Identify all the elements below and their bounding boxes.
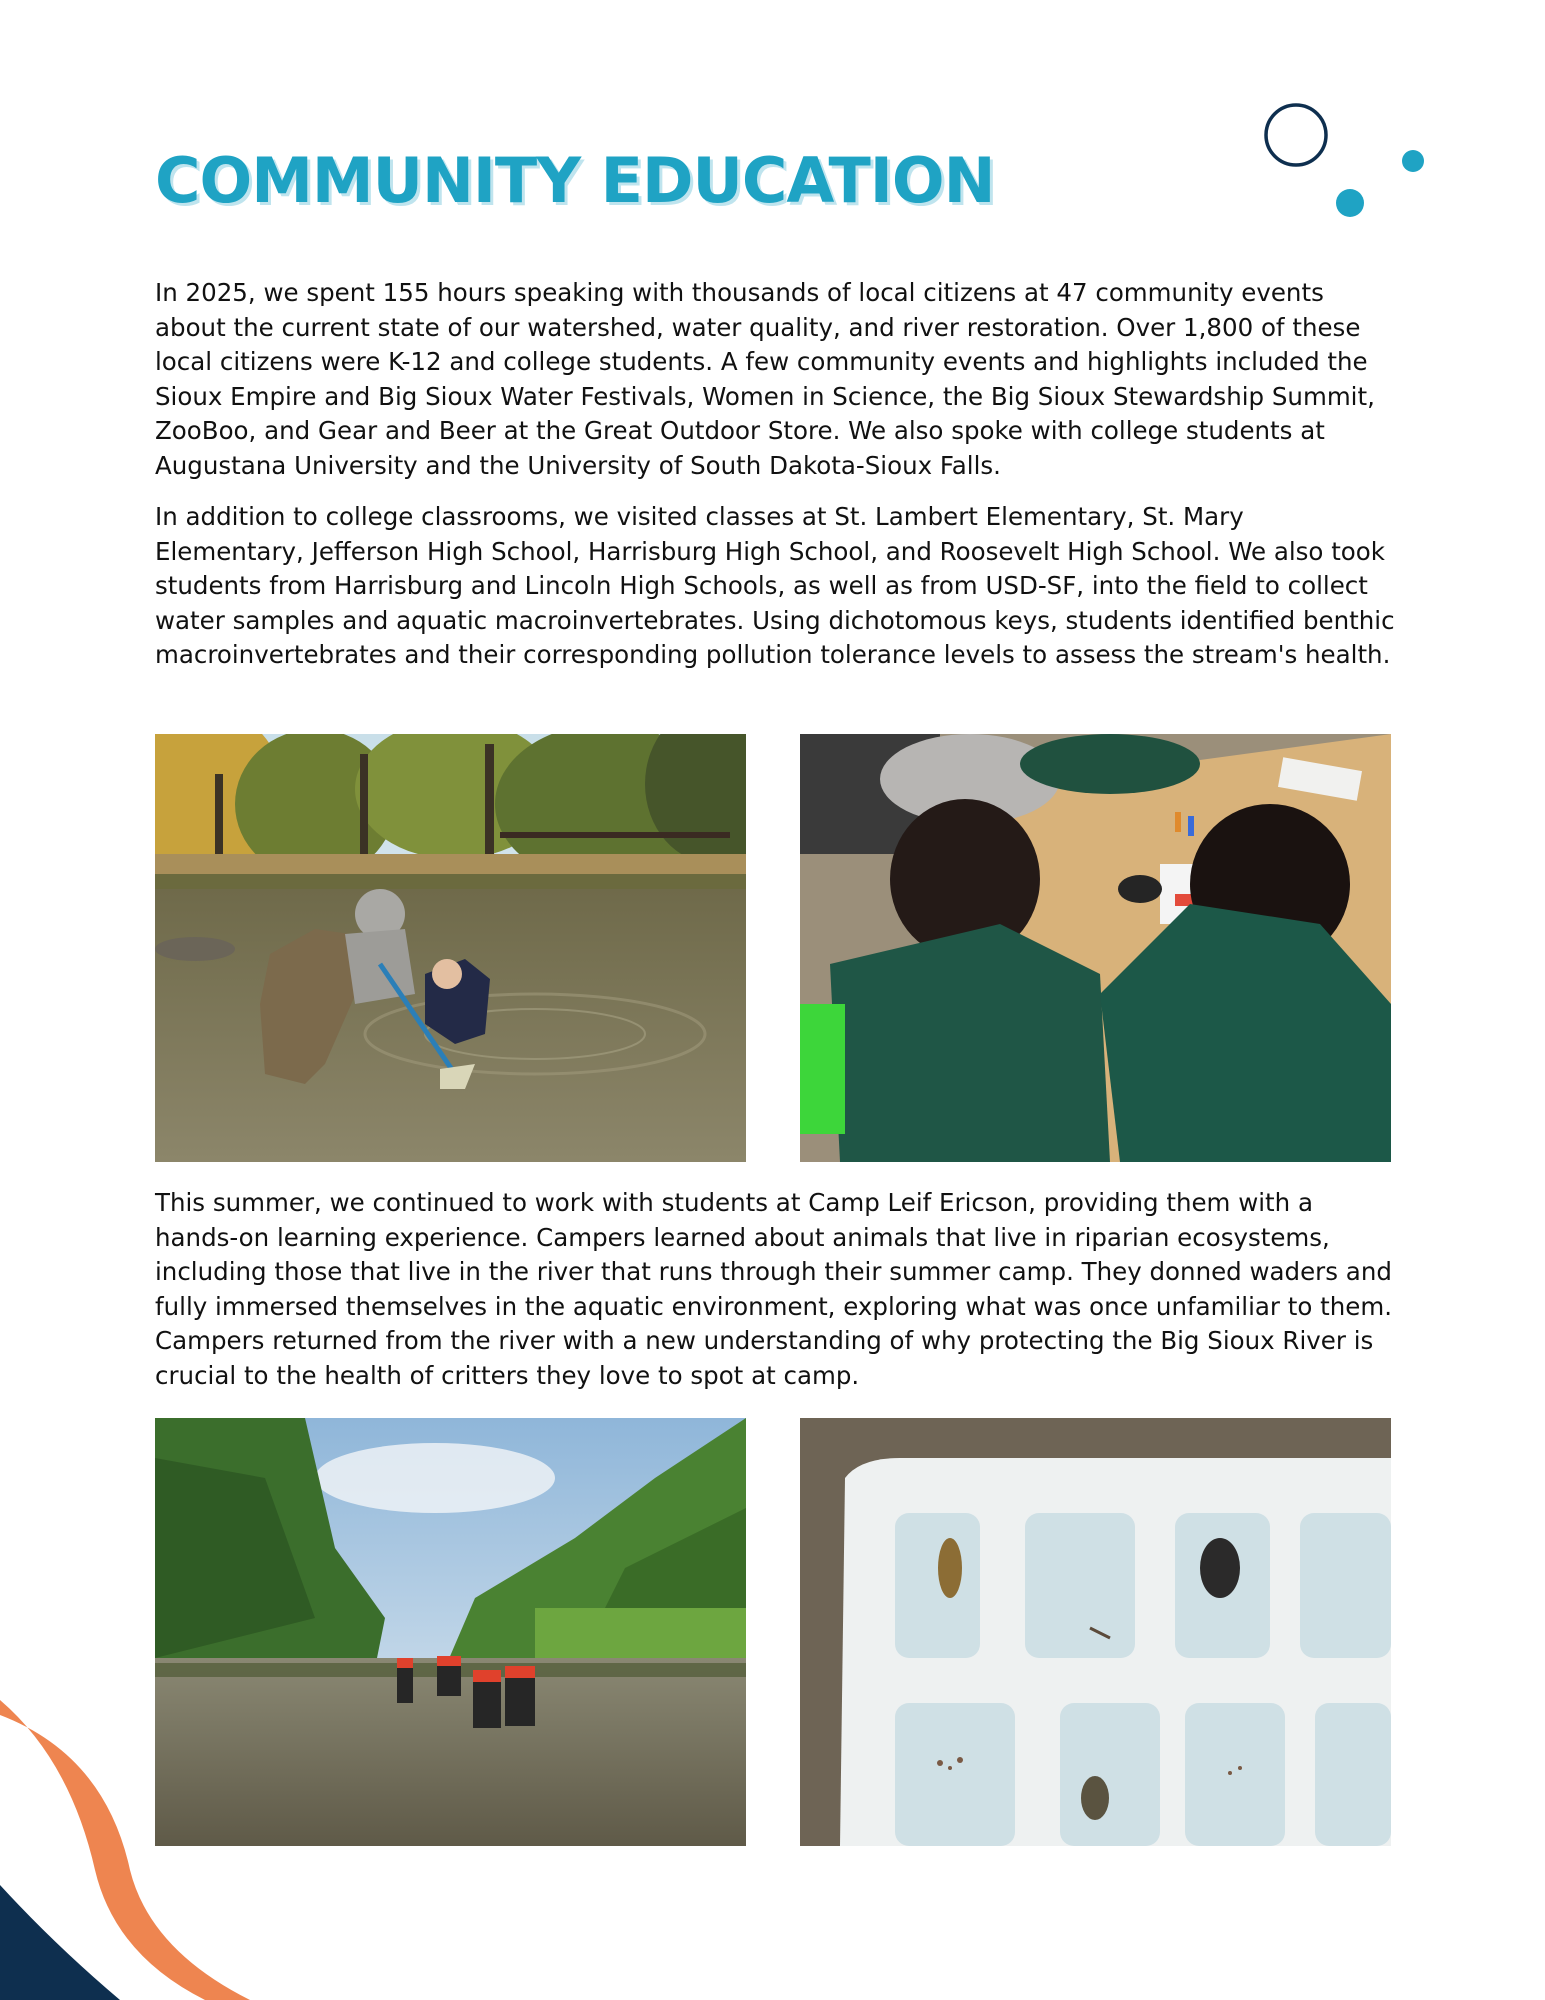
photo-students-water-testing bbox=[800, 734, 1391, 1162]
paragraph-community-events: In 2025, we spent 155 hours speaking with thousands of local citizens at 47 community events about the current state of our watershed, water quality, and river restoration. Over 1,800 of these local citizens were K-12 and college students. A few community events and highlights included the Sioux Empire and Big Sioux Water Festivals, Women in Science, the Big Sioux Stewardship Summit, ZooBoo, and Gear and Beer at the Great Outdoor Store. We also spoke with college students at Augustana University and the University of South Dakota-Sioux Falls. bbox=[155, 278, 1375, 480]
dot-small-icon bbox=[1402, 150, 1424, 172]
page-title: COMMUNITY EDUCATION bbox=[155, 144, 995, 217]
photo-macroinvertebrate-tray bbox=[800, 1418, 1391, 1846]
paragraph-classroom-visits: In addition to college classrooms, we visited classes at St. Lambert Elementary, St. Mary Elementary, Jefferson High School, Harrisburg High School, and Roosevelt High School. We also took students from Harrisburg and Lincoln High Schools, as well as from USD-SF, into the field to collect water samples and aquatic macroinvertebrates. Using dichotomous keys, students identified benthic macroinvertebrates and their corresponding pollution tolerance levels to assess the stream's health. bbox=[155, 502, 1395, 669]
corner-swoosh bbox=[0, 1700, 260, 2000]
outline-circle-icon bbox=[1266, 105, 1326, 165]
photo-river-sampling bbox=[155, 734, 746, 1162]
paragraph-camp-leif-ericson: This summer, we continued to work with students at Camp Leif Ericson, providing them with a hands-on learning experience. Campers learned about animals that live in riparian ecosystems, including those that live in the river that runs through their summer camp. They donned waders and fully immersed themselves in the aquatic environment, exploring what was once unfamiliar to them. Campers returned from the river with a new understanding of why protecting the Big Sioux River is crucial to the health of critters they love to spot at camp. bbox=[155, 1188, 1393, 1390]
dot-medium-icon bbox=[1336, 189, 1364, 217]
